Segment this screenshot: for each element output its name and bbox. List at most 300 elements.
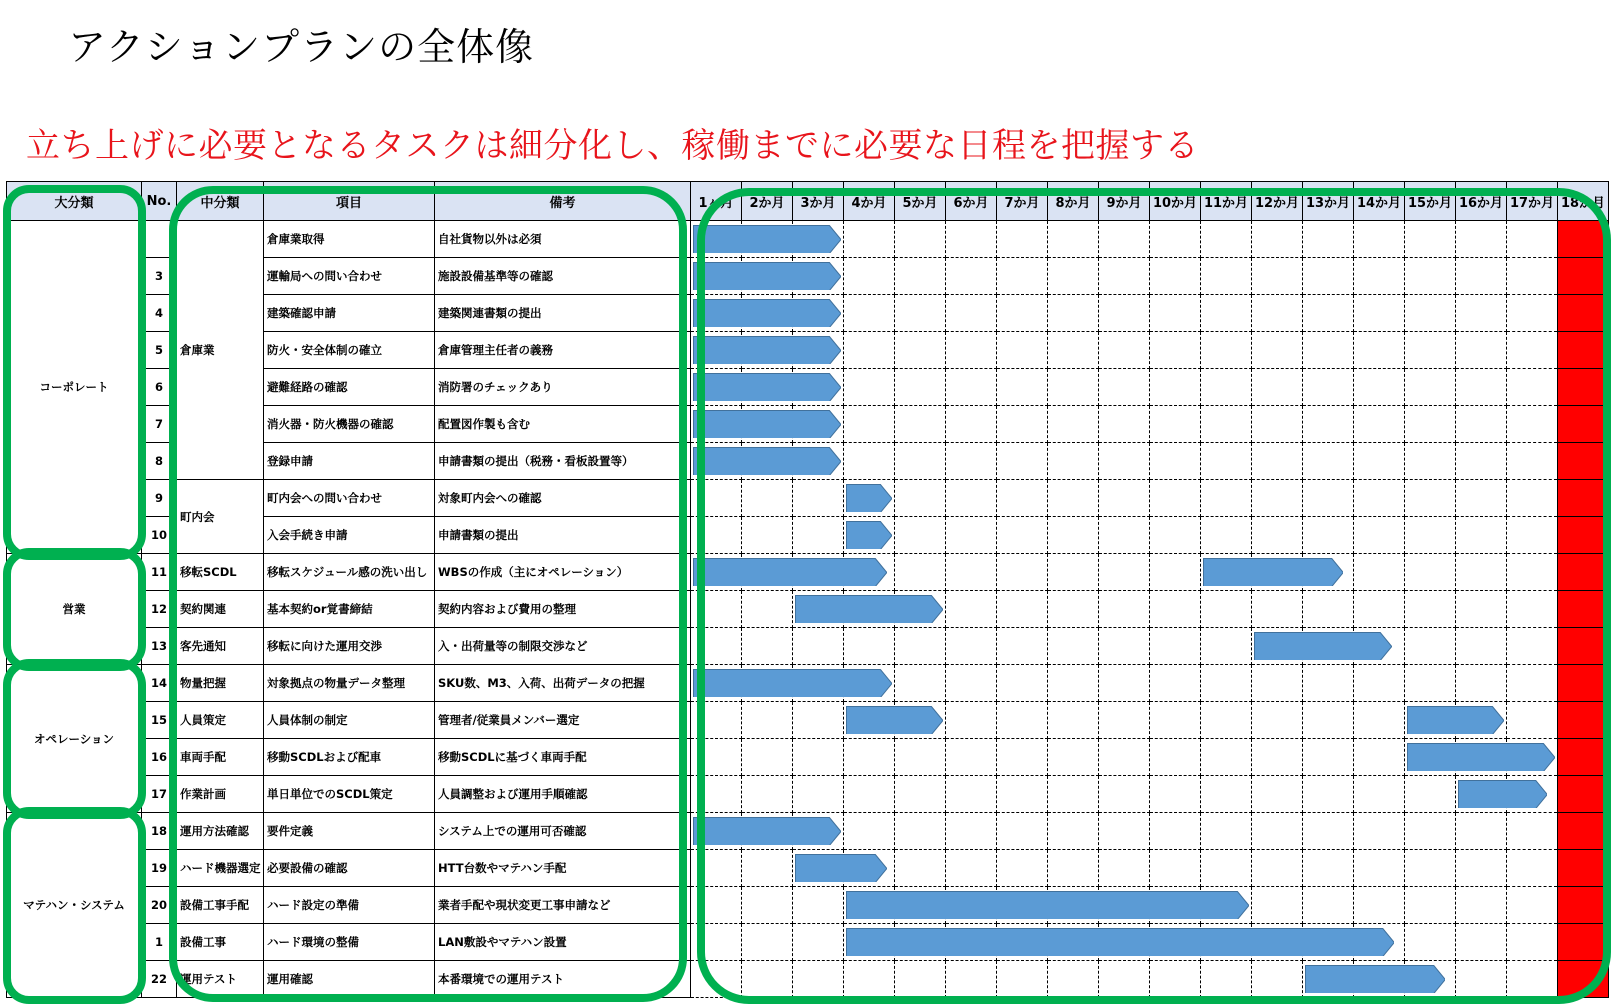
month-cell (1099, 406, 1150, 443)
category-cell: 営業 (7, 554, 142, 665)
header-month-4: 4か月 (844, 182, 895, 221)
month-cell (844, 591, 895, 628)
month-cell (742, 702, 793, 739)
month-cell (1201, 517, 1252, 554)
month-cell (793, 369, 844, 406)
month-cell (1252, 665, 1303, 702)
month-cell (997, 813, 1048, 850)
month-cell (946, 332, 997, 369)
month-cell (1507, 591, 1558, 628)
month-cell (1150, 813, 1201, 850)
month-cell (1507, 887, 1558, 924)
month-cell (1303, 517, 1354, 554)
table-row (7, 924, 1609, 961)
month-cell (1303, 258, 1354, 295)
month-cell (946, 776, 997, 813)
month-cell (742, 332, 793, 369)
month-cell (1048, 295, 1099, 332)
month-cell (844, 369, 895, 406)
header-month-12: 12か月 (1252, 182, 1303, 221)
month-cell (1048, 887, 1099, 924)
row-number: 13 (142, 628, 177, 665)
month-cell (1405, 924, 1456, 961)
category-cell: マテハン・システム (7, 813, 142, 998)
remarks-cell: 建築関連書類の提出 (435, 295, 691, 332)
month-cell (997, 221, 1048, 258)
month-cell (1099, 295, 1150, 332)
month-cell (844, 295, 895, 332)
month-cell (1303, 295, 1354, 332)
page-title: アクションプランの全体像 (68, 25, 535, 69)
month-cell (997, 665, 1048, 702)
subcategory-cell: 作業計画 (177, 776, 264, 813)
month-cell (946, 221, 997, 258)
month-cell (1405, 369, 1456, 406)
month-cell (1201, 776, 1252, 813)
month-cell (997, 295, 1048, 332)
month-cell (1354, 924, 1405, 961)
row-number: 1 (142, 924, 177, 961)
month-cell (946, 887, 997, 924)
month-cell (895, 369, 946, 406)
month-cell (691, 517, 742, 554)
month-cell (1201, 850, 1252, 887)
month-cell (895, 961, 946, 998)
header-row (7, 182, 1609, 221)
remarks-cell: 契約内容および費用の整理 (435, 591, 691, 628)
month-cell (844, 443, 895, 480)
page-subtitle: 立ち上げに必要となるタスクは細分化し、稼働までに必要な日程を把握する (26, 126, 1199, 166)
month-cell (1456, 961, 1507, 998)
month-cell (1150, 480, 1201, 517)
month-cell (793, 776, 844, 813)
month-cell (1252, 739, 1303, 776)
month-cell (1405, 887, 1456, 924)
month-cell (1150, 258, 1201, 295)
month-cell (1507, 665, 1558, 702)
table-row (7, 961, 1609, 998)
month-cell (1303, 406, 1354, 443)
month-cell (1456, 221, 1507, 258)
header-month-1: 1ヶ月 (691, 182, 742, 221)
month-cell (1303, 221, 1354, 258)
month-cell (1201, 258, 1252, 295)
month-cell (1456, 332, 1507, 369)
month-cell (1354, 887, 1405, 924)
month-cell (742, 961, 793, 998)
month-cell (691, 554, 742, 591)
deadline-cell (1558, 332, 1609, 369)
month-cell (1405, 443, 1456, 480)
month-cell (1150, 406, 1201, 443)
month-cell (793, 813, 844, 850)
month-cell (691, 739, 742, 776)
item-cell: 移転に向けた運用交渉 (264, 628, 435, 665)
month-cell (844, 517, 895, 554)
month-cell (1048, 443, 1099, 480)
table-row (7, 887, 1609, 924)
month-cell (1150, 924, 1201, 961)
month-cell (895, 591, 946, 628)
month-cell (1048, 702, 1099, 739)
item-cell: 移転スケジュール感の洗い出し (264, 554, 435, 591)
month-cell (691, 924, 742, 961)
month-cell (1456, 443, 1507, 480)
month-cell (1099, 517, 1150, 554)
deadline-cell (1558, 665, 1609, 702)
category-cell: オペレーション (7, 665, 142, 813)
month-cell (1201, 961, 1252, 998)
month-cell (946, 295, 997, 332)
month-cell (691, 258, 742, 295)
month-cell (895, 702, 946, 739)
table-row (7, 591, 1609, 628)
subcategory-cell: 設備工事手配 (177, 887, 264, 924)
month-cell (1048, 554, 1099, 591)
month-cell (691, 369, 742, 406)
item-cell: ハード環境の整備 (264, 924, 435, 961)
month-cell (691, 813, 742, 850)
row-number: 7 (142, 406, 177, 443)
header-month-10: 10か月 (1150, 182, 1201, 221)
month-cell (793, 961, 844, 998)
remarks-cell: 移動SCDLに基づく車両手配 (435, 739, 691, 776)
remarks-cell: 本番環境での運用テスト (435, 961, 691, 998)
month-cell (1252, 813, 1303, 850)
header-month-16: 16か月 (1456, 182, 1507, 221)
month-cell (1252, 332, 1303, 369)
month-cell (1303, 591, 1354, 628)
month-cell (1201, 443, 1252, 480)
month-cell (895, 850, 946, 887)
month-cell (1354, 739, 1405, 776)
month-cell (1099, 813, 1150, 850)
subcategory-cell: 設備工事 (177, 924, 264, 961)
subcategory-cell: 運用方法確認 (177, 813, 264, 850)
month-cell (1405, 665, 1456, 702)
month-cell (1354, 480, 1405, 517)
month-cell (1405, 591, 1456, 628)
table-row (7, 665, 1609, 702)
subcategory-cell: 移転SCDL (177, 554, 264, 591)
deadline-cell (1558, 369, 1609, 406)
month-cell (1303, 961, 1354, 998)
month-cell (793, 702, 844, 739)
month-cell (1405, 332, 1456, 369)
month-cell (1252, 517, 1303, 554)
deadline-cell (1558, 739, 1609, 776)
month-cell (793, 443, 844, 480)
month-cell (1354, 258, 1405, 295)
month-cell (742, 591, 793, 628)
month-cell (1150, 554, 1201, 591)
month-cell (1099, 221, 1150, 258)
remarks-cell: SKU数、M3、入荷、出荷データの把握 (435, 665, 691, 702)
deadline-cell (1558, 221, 1609, 258)
header-month-18: 18か月 (1558, 182, 1609, 221)
month-cell (946, 924, 997, 961)
month-cell (1048, 665, 1099, 702)
month-cell (691, 443, 742, 480)
month-cell (1099, 369, 1150, 406)
month-cell (946, 813, 997, 850)
month-cell (1201, 665, 1252, 702)
month-cell (1456, 924, 1507, 961)
month-cell (793, 924, 844, 961)
month-cell (742, 628, 793, 665)
header-month-17: 17か月 (1507, 182, 1558, 221)
deadline-cell (1558, 850, 1609, 887)
month-cell (742, 554, 793, 591)
subcategory-cell: 人員策定 (177, 702, 264, 739)
month-cell (844, 702, 895, 739)
month-cell (997, 850, 1048, 887)
month-cell (1099, 739, 1150, 776)
month-cell (742, 443, 793, 480)
header-month-3: 3か月 (793, 182, 844, 221)
row-number: 15 (142, 702, 177, 739)
month-cell (895, 332, 946, 369)
remarks-cell: LAN敷設やマテハン設置 (435, 924, 691, 961)
remarks-cell: 申請書類の提出 (435, 517, 691, 554)
month-cell (742, 406, 793, 443)
month-cell (1048, 517, 1099, 554)
month-cell (997, 443, 1048, 480)
month-cell (691, 665, 742, 702)
item-cell: 移動SCDLおよび配車 (264, 739, 435, 776)
deadline-cell (1558, 480, 1609, 517)
table-row (7, 221, 1609, 258)
month-cell (742, 924, 793, 961)
month-cell (793, 554, 844, 591)
deadline-cell (1558, 702, 1609, 739)
month-cell (1252, 295, 1303, 332)
table-row (7, 480, 1609, 517)
month-cell (997, 369, 1048, 406)
month-cell (1354, 554, 1405, 591)
month-cell (1507, 776, 1558, 813)
month-cell (1303, 443, 1354, 480)
month-cell (1201, 813, 1252, 850)
month-cell (1303, 665, 1354, 702)
month-cell (895, 258, 946, 295)
table-row (7, 813, 1609, 850)
month-cell (1507, 517, 1558, 554)
item-cell: 要件定義 (264, 813, 435, 850)
deadline-cell (1558, 813, 1609, 850)
month-cell (1456, 739, 1507, 776)
month-cell (1150, 665, 1201, 702)
month-cell (1456, 258, 1507, 295)
month-cell (1048, 961, 1099, 998)
month-cell (1456, 406, 1507, 443)
month-cell (742, 295, 793, 332)
month-cell (1048, 591, 1099, 628)
month-cell (895, 665, 946, 702)
month-cell (1456, 628, 1507, 665)
month-cell (1303, 813, 1354, 850)
month-cell (946, 739, 997, 776)
month-cell (844, 776, 895, 813)
header-category: 大分類 (7, 182, 142, 221)
month-cell (1201, 332, 1252, 369)
month-cell (1354, 665, 1405, 702)
month-cell (1099, 443, 1150, 480)
month-cell (1354, 443, 1405, 480)
month-cell (1201, 628, 1252, 665)
table-row (7, 628, 1609, 665)
category-cell: コーポレート (7, 221, 142, 554)
remarks-cell: 自社貨物以外は必須 (435, 221, 691, 258)
month-cell (1456, 517, 1507, 554)
month-cell (895, 554, 946, 591)
month-cell (793, 628, 844, 665)
deadline-cell (1558, 628, 1609, 665)
deadline-cell (1558, 517, 1609, 554)
row-number: 8 (142, 443, 177, 480)
month-cell (742, 665, 793, 702)
month-cell (1252, 480, 1303, 517)
month-cell (1456, 813, 1507, 850)
deadline-cell (1558, 258, 1609, 295)
month-cell (793, 480, 844, 517)
month-cell (1150, 776, 1201, 813)
row-number: 17 (142, 776, 177, 813)
month-cell (1201, 480, 1252, 517)
month-cell (1048, 332, 1099, 369)
month-cell (1048, 739, 1099, 776)
header-month-9: 9か月 (1099, 182, 1150, 221)
month-cell (1099, 480, 1150, 517)
month-cell (1507, 961, 1558, 998)
month-cell (1048, 850, 1099, 887)
month-cell (1405, 406, 1456, 443)
remarks-cell: 入・出荷量等の制限交渉など (435, 628, 691, 665)
month-cell (997, 776, 1048, 813)
deadline-cell (1558, 295, 1609, 332)
subcategory-cell: 運用テスト (177, 961, 264, 998)
header-item: 項目 (264, 182, 435, 221)
item-cell: 基本契約or覚書締結 (264, 591, 435, 628)
month-cell (1252, 776, 1303, 813)
item-cell: 防火・安全体制の確立 (264, 332, 435, 369)
header-month-13: 13か月 (1303, 182, 1354, 221)
month-cell (1354, 702, 1405, 739)
month-cell (1303, 332, 1354, 369)
header-month-15: 15か月 (1405, 182, 1456, 221)
month-cell (742, 258, 793, 295)
month-cell (844, 628, 895, 665)
month-cell (946, 258, 997, 295)
month-cell (1507, 295, 1558, 332)
subcategory-cell: 町内会 (177, 480, 264, 554)
month-cell (742, 480, 793, 517)
subcategory-cell: 契約関連 (177, 591, 264, 628)
month-cell (1354, 776, 1405, 813)
month-cell (1252, 258, 1303, 295)
month-cell (1405, 813, 1456, 850)
month-cell (844, 887, 895, 924)
month-cell (691, 332, 742, 369)
month-cell (895, 221, 946, 258)
month-cell (1405, 554, 1456, 591)
month-cell (1354, 406, 1405, 443)
month-cell (1099, 628, 1150, 665)
month-cell (1456, 554, 1507, 591)
month-cell (1507, 480, 1558, 517)
month-cell (1048, 628, 1099, 665)
remarks-cell: 対象町内会への確認 (435, 480, 691, 517)
month-cell (997, 702, 1048, 739)
month-cell (946, 480, 997, 517)
month-cell (1201, 221, 1252, 258)
month-cell (691, 887, 742, 924)
month-cell (1354, 850, 1405, 887)
month-cell (1099, 554, 1150, 591)
header-month-6: 6か月 (946, 182, 997, 221)
month-cell (1303, 369, 1354, 406)
month-cell (1456, 702, 1507, 739)
month-cell (895, 813, 946, 850)
month-cell (895, 443, 946, 480)
month-cell (1456, 480, 1507, 517)
month-cell (1507, 369, 1558, 406)
month-cell (1150, 739, 1201, 776)
month-cell (742, 850, 793, 887)
month-cell (1456, 776, 1507, 813)
month-cell (1303, 554, 1354, 591)
month-cell (1303, 924, 1354, 961)
month-cell (1354, 517, 1405, 554)
month-cell (1099, 850, 1150, 887)
month-cell (946, 591, 997, 628)
row-number: 19 (142, 850, 177, 887)
item-cell: 運輸局への問い合わせ (264, 258, 435, 295)
month-cell (691, 628, 742, 665)
month-cell (1048, 924, 1099, 961)
remarks-cell: 申請書類の提出（税務・看板設置等） (435, 443, 691, 480)
table-row (7, 702, 1609, 739)
item-cell: 町内会への問い合わせ (264, 480, 435, 517)
month-cell (844, 739, 895, 776)
remarks-cell: WBSの作成（主にオペレーション） (435, 554, 691, 591)
month-cell (742, 813, 793, 850)
month-cell (1201, 369, 1252, 406)
deadline-cell (1558, 443, 1609, 480)
month-cell (844, 480, 895, 517)
month-cell (691, 776, 742, 813)
month-cell (1507, 850, 1558, 887)
table-row (7, 739, 1609, 776)
month-cell (895, 924, 946, 961)
item-cell: 必要設備の確認 (264, 850, 435, 887)
header-month-14: 14か月 (1354, 182, 1405, 221)
month-cell (895, 887, 946, 924)
month-cell (1354, 591, 1405, 628)
month-cell (1252, 850, 1303, 887)
month-cell (946, 665, 997, 702)
month-cell (1099, 665, 1150, 702)
deadline-cell (1558, 887, 1609, 924)
month-cell (1456, 887, 1507, 924)
month-cell (1252, 591, 1303, 628)
month-cell (1303, 628, 1354, 665)
month-cell (1303, 887, 1354, 924)
month-cell (1456, 665, 1507, 702)
month-cell (793, 850, 844, 887)
deadline-cell (1558, 406, 1609, 443)
subcategory-cell: 物量把握 (177, 665, 264, 702)
